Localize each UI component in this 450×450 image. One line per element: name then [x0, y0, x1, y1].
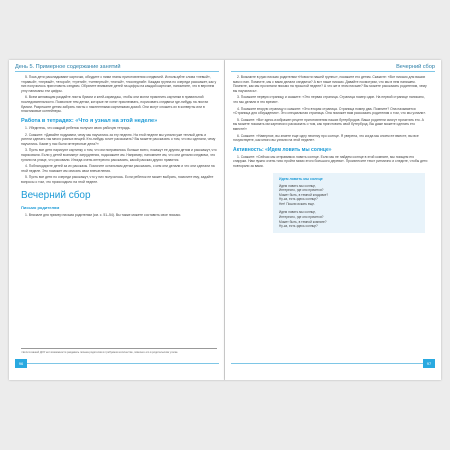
- left-page-content: [21, 75, 217, 356]
- header-rule: [15, 71, 219, 72]
- paragraph: 2. Скажите: «Давайте подумаем, чему мы научились за эту неделю. На этой неделе мы узнали уже теплый день и успели сделать так много разных вещей. Кто-нибудь хочет рассказать? Вы можете рассказать о том, что вы сделали, чему научились. Какие у нас были интересные дела?»: [21, 132, 216, 146]
- poem-line: Идем ловить мы солнце,: [279, 183, 316, 188]
- page-number: 97: [423, 359, 435, 368]
- running-header: День 5. Примерное содержание занятий: [15, 64, 121, 70]
- right-page-content: [233, 75, 429, 356]
- footer-rule: [231, 363, 435, 364]
- footer-rule: [15, 363, 219, 364]
- poem-box: [273, 173, 425, 233]
- letter-heading: Письмо родителям: [21, 205, 60, 211]
- paragraph: 1. Вначале дня пример письма родителям (см. с. 51–54). Вы также можете составить свое письмо.: [25, 213, 182, 218]
- left-page: [9, 60, 225, 380]
- poem-line: Может быть, в темной кладовке?: [279, 192, 329, 197]
- paragraph: 1. Скажите: «Сейчас мы отправимся ловить солнце. Если мы не найдем солнце в этой комнате, мы поищем его снаружи. Нам нужно очень тихо пройти мимо этого большого дерева». Произнесите текст ритмично и следите, чтобы дети повторяли за вами.: [233, 154, 428, 168]
- paragraph: 4. Поблагодарите детей за их рассказы. Помогите остальным детям рассказать, с кем они делали и что они сделали на этой неделе. Это поможет им описать свои впечатления.: [21, 164, 215, 173]
- poem-line: Идем ловить мы солнце,: [279, 210, 316, 215]
- evening-title: Вечерний сбор: [21, 190, 91, 202]
- paragraph: 3. Покажите первую страницу и скажите: «Это первая страница. Страница номер один. На первой странице написано, что мы делали в это время».: [233, 95, 425, 104]
- paragraph: 2. Возьмите в руки письмо родителям «Новости нашей группы», покажите его детям. Скажите: «Вот письмо для ваших мам и пап. Помните, мы с вами делали сэндвичи? А вот наше письмо. Давайте посмотрим, что мы в нем напишем. Помните, как мы прочитали письмо на прошлой неделе? А что же в этом письме? Вы можете рассказать родителям, чему вы научились».: [233, 75, 427, 93]
- header-rule: [231, 71, 435, 72]
- poem-line: Интересно, где оно прячется?: [279, 215, 324, 220]
- paragraph: 1. Убедитесь, что каждый ребенок получил свою рабочую тетрадь.: [25, 125, 131, 130]
- poem-line: Ну-ка, есть здесь солнце?: [279, 197, 318, 202]
- page-number: 96: [15, 359, 27, 368]
- paragraph: 4. Покажите вторую страницу и скажите: «Это вторая страница. Страница номер два. Помните? Она называется «Страница для обсуждения». Это специальная страница. Она поможет вам рассказать родителям о том, что мы узнали».: [233, 106, 427, 116]
- poem-title: Идем ловить мы солнце: [279, 176, 323, 181]
- poem-line: Ну-ка, есть здесь солнце?: [279, 224, 318, 229]
- right-page: [225, 60, 441, 380]
- paragraph: 3. Пусть все дети нарисуют картинку о том, что им понравилось больше всего, покажут ее другим детям и расскажут, что нарисовали. Если у детей возникнут затруднения, подскажите им. Например, напомните им, что они делали сэндвичи, что гуляли на улице, что рисовали. Иногда очень интересно рассказать, какой рассказ других нравится.: [21, 148, 217, 162]
- paragraph: 5. Пусть все дети по очереди расскажут, что у них получилось. Если ребенок не может выбрать, помогите ему, задайте вопросы о том, что происходило на этой неделе.: [21, 175, 214, 184]
- poem-line: Может быть, в темной комнате?: [279, 219, 327, 224]
- running-header: Вечерний сбор: [396, 64, 435, 70]
- poem-line: Интересно, где оно прячется?: [279, 188, 324, 193]
- paragraph: 5. Скажите: «Вот здесь изображен рецепт приготовления наших бутербродов. Ваши родители смогут прочитать его. А вы можете показать им картинки и рассказать о том, как приготовить свой бутерброд. Вы даже можете сделать его вместе!»: [233, 117, 424, 131]
- section-heading: Работа в тетрадях: «Что я узнал на этой неделе»: [21, 117, 158, 124]
- paragraph: 6. Всем желающим раздайте листы бумаги и клей-карандаш, чтобы они могли приклеить картинки в правильной последовательности. Позвольте тем детям, которые не хотят приклеивать, порисовать сэндвичи где-нибудь на листах бумаги. Разрешите детям забрать листы с наклеенными картинками домой. Они могут сложить их в конверты или в пластиковые контейнеры.: [21, 95, 209, 114]
- poem-line: Нет! Пошли искать еще.: [279, 201, 315, 206]
- activity-heading: Активность: «Идем ловить мы солнце»: [233, 146, 332, 153]
- footnote: ¹ Если в вашей ДОУ нет возможности раздавать письма родителям в требуемом количестве, повесьте его в родительском уголке.: [21, 348, 217, 354]
- paragraph: 5. Пока дети раскладывают карточки, обсудите с ними этапы приготовления сэндвичей. Используйте слова «левый», «правый», «первый», «второй», «третий», «четвертый», «пятый», «последний». Каждая группа по очереди расскажет, как у них получилось приготовить сэндвич. Обратите внимание детей на цифры на каждой карточке, напомните, что в верхнем углу написаны эти цифры.: [21, 75, 217, 93]
- paragraph: 6. Скажите: «Наверное, вы знаете еще одну песенку про солнце. Я уверена, что когда мы споем ее вместе, вы все почувствуете, как много вы узнали на этой неделе».: [233, 133, 419, 143]
